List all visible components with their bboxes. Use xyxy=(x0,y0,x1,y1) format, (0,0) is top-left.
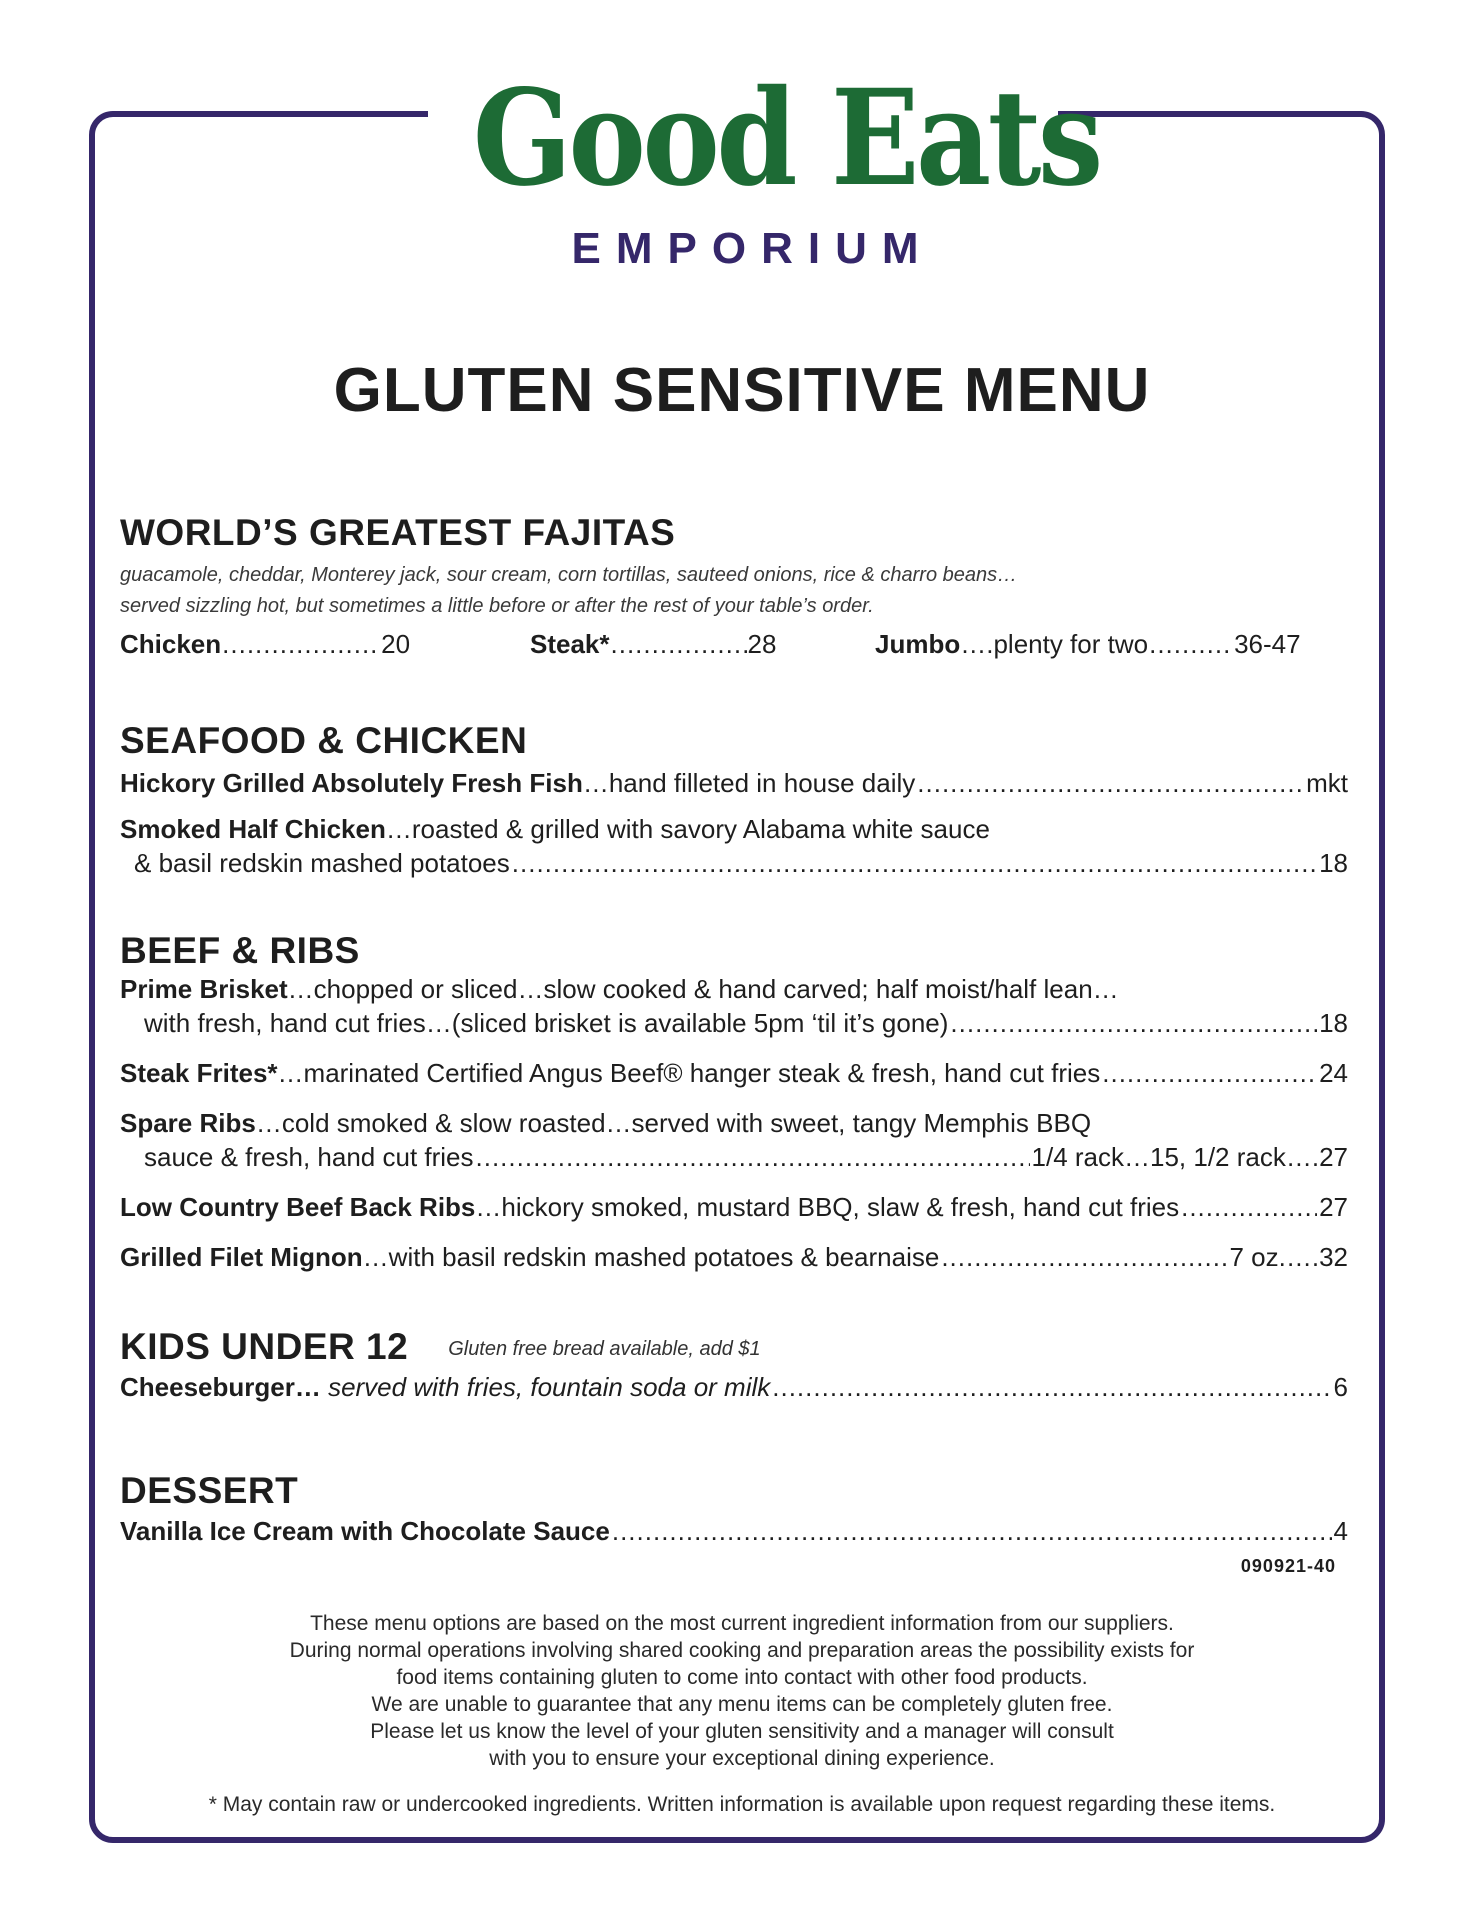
menu-item-jumbo-fajitas xyxy=(875,627,1301,661)
item-description: sauce & fresh, hand cut fries xyxy=(144,1142,474,1172)
page-title: GLUTEN SENSITIVE MENU xyxy=(333,356,1151,425)
menu-item-filet-mignon xyxy=(120,1240,1348,1274)
item-price: 28 xyxy=(747,629,777,659)
section-heading: DESSERT xyxy=(120,1470,299,1511)
item-price: 1/4 rack…15, 1/2 rack….27 xyxy=(1031,1142,1348,1172)
section-beef-ribs xyxy=(120,930,1348,1274)
disclaimer-line: food items containing gluten to come into contact with other food products. xyxy=(396,1666,1088,1689)
item-price: mkt xyxy=(1306,768,1348,798)
menu-item-cheeseburger xyxy=(120,1370,1348,1404)
item-price: 18 xyxy=(1319,848,1348,878)
item-name: Smoked Half Chicken xyxy=(120,814,386,844)
section-description: guacamole, cheddar, Monterey jack, sour cream, corn tortillas, sauteed onions, rice & charro beans… xyxy=(120,564,1018,586)
disclaimer-line: These menu options are based on the most current ingredient information from our suppliers. xyxy=(310,1612,1174,1635)
disclaimer-line: We are unable to guarantee that any menu items can be completely gluten free. xyxy=(371,1693,1113,1716)
item-name: Steak Frites* xyxy=(120,1058,278,1088)
item-description: …with basil redskin mashed potatoes & bearnaise xyxy=(362,1242,940,1272)
item-name: Low Country Beef Back Ribs xyxy=(120,1192,476,1222)
logo xyxy=(430,61,1100,274)
section-heading: KIDS UNDER 12 Gluten free bread available, add $1 xyxy=(120,1326,761,1367)
item-description: ….plenty for two xyxy=(960,629,1149,659)
menu-item-chicken-fajitas xyxy=(120,627,530,661)
kids-note: Gluten free bread available, add $1 xyxy=(448,1337,761,1360)
item-description: …hickory smoked, mustard BBQ, slaw & fresh, hand cut fries xyxy=(475,1192,1180,1222)
section-heading: SEAFOOD & CHICKEN xyxy=(120,720,528,761)
disclaimer-line: Please let us know the level of your gluten sensitivity and a manager will consult xyxy=(370,1720,1114,1743)
item-name: Grilled Filet Mignon xyxy=(120,1242,363,1272)
gluten-disclaimer xyxy=(0,1610,1484,1772)
raw-food-footnote: * May contain raw or undercooked ingredients. Written information is available upon request regarding these items. xyxy=(208,1793,1276,1816)
section-description: served sizzling hot, but sometimes a little before or after the rest of your table’s order. xyxy=(120,595,874,617)
item-description: with fresh, hand cut fries…(sliced brisket is available 5pm ‘til it’s gone) xyxy=(144,1008,949,1038)
menu-code: 090921-40 xyxy=(1240,1556,1336,1576)
item-description: & basil redskin mashed potatoes xyxy=(134,848,510,878)
item-name: Chicken xyxy=(120,629,222,659)
item-price: 7 oz.….32 xyxy=(1229,1242,1348,1272)
item-description: served with fries, fountain soda or milk xyxy=(320,1372,771,1402)
menu-item-smoked-half-chicken-cont xyxy=(120,846,1348,880)
fajitas-price-row xyxy=(120,627,1348,661)
section-heading: WORLD’S GREATEST FAJITAS xyxy=(120,512,676,553)
logo-subtitle: EMPORIUM xyxy=(571,224,934,273)
item-description: …roasted & grilled with savory Alabama white sauce xyxy=(385,814,990,844)
disclaimer-line: with you to ensure your exceptional dining experience. xyxy=(489,1747,995,1770)
section-kids xyxy=(120,1326,1348,1404)
item-description: …hand filleted in house daily xyxy=(582,768,916,798)
menu-item-fresh-fish xyxy=(120,766,1348,800)
menu-item-prime-brisket xyxy=(120,972,1348,1006)
menu-item-spare-ribs xyxy=(120,1106,1348,1140)
item-price: 6 xyxy=(1333,1372,1348,1402)
section-heading: BEEF & RIBS xyxy=(120,930,360,971)
menu-item-beef-back-ribs xyxy=(120,1190,1348,1224)
menu-item-steak-fajitas xyxy=(530,627,875,661)
item-name: Spare Ribs xyxy=(120,1108,256,1138)
item-price: 24 xyxy=(1319,1058,1348,1088)
menu-item-smoked-half-chicken xyxy=(120,812,1348,846)
item-name: Jumbo xyxy=(875,629,961,659)
item-price: 20 xyxy=(381,629,411,659)
item-description: …marinated Certified Angus Beef® hanger steak & fresh, hand cut fries xyxy=(277,1058,1101,1088)
disclaimer-line: During normal operations involving shared cooking and preparation areas the possibility exists for xyxy=(289,1639,1195,1662)
menu-item-prime-brisket-cont xyxy=(120,1006,1348,1040)
item-price: 27 xyxy=(1319,1192,1348,1222)
item-description: …chopped or sliced…slow cooked & hand carved; half moist/half lean… xyxy=(287,974,1119,1004)
item-price: 18 xyxy=(1319,1008,1348,1038)
menu-item-spare-ribs-cont xyxy=(120,1140,1348,1174)
logo-wordmark: Good Eats xyxy=(472,61,1100,216)
item-name: Prime Brisket xyxy=(120,974,288,1004)
item-name: Vanilla Ice Cream with Chocolate Sauce xyxy=(120,1516,610,1546)
item-name: Cheeseburger… xyxy=(120,1372,321,1402)
section-dessert xyxy=(120,1470,1348,1548)
item-price: 36-47 xyxy=(1234,629,1301,659)
section-seafood-chicken xyxy=(120,720,1348,880)
menu-item-vanilla-ice-cream xyxy=(120,1514,1348,1548)
menu-item-steak-frites xyxy=(120,1056,1348,1090)
section-fajitas xyxy=(120,512,1348,661)
item-price: 4 xyxy=(1333,1516,1348,1546)
item-description: …cold smoked & slow roasted…served with sweet, tangy Memphis BBQ xyxy=(255,1108,1092,1138)
item-name: Steak* xyxy=(530,629,610,659)
item-name: Hickory Grilled Absolutely Fresh Fish xyxy=(120,768,583,798)
